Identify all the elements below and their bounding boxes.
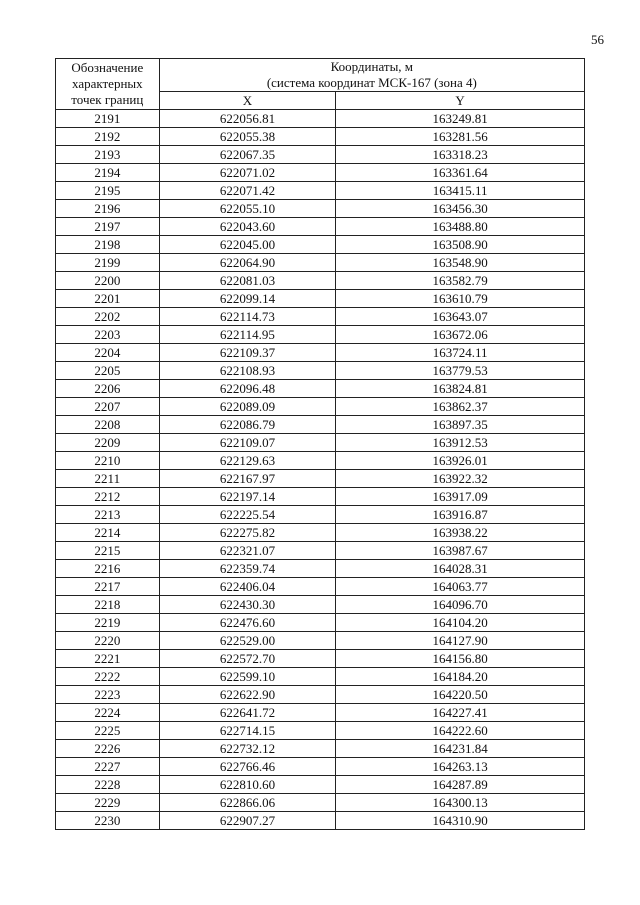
table-row (56, 650, 585, 668)
table-row (56, 470, 585, 488)
point-id-cell: 2224 (56, 704, 160, 722)
point-id-cell: 2216 (56, 560, 160, 578)
x-coordinate-cell: 622071.42 (159, 182, 336, 200)
table-row (56, 578, 585, 596)
x-coordinate-cell: 622055.38 (159, 128, 336, 146)
point-id-cell: 2195 (56, 182, 160, 200)
y-coordinate-cell: 164287.89 (336, 776, 585, 794)
x-coordinate-cell: 622114.73 (159, 308, 336, 326)
point-id-cell: 2196 (56, 200, 160, 218)
point-id-cell: 2222 (56, 668, 160, 686)
point-id-cell: 2205 (56, 362, 160, 380)
point-id-cell: 2194 (56, 164, 160, 182)
coordinates-table (55, 58, 585, 830)
table-row (56, 200, 585, 218)
y-header: Y (336, 92, 585, 110)
y-coordinate-cell: 163938.22 (336, 524, 585, 542)
point-id-header (56, 59, 160, 110)
y-coordinate-cell: 163643.07 (336, 308, 585, 326)
point-id-cell: 2230 (56, 812, 160, 830)
page-number: 56 (591, 32, 604, 47)
x-coordinate-cell: 622430.30 (159, 596, 336, 614)
x-coordinate-cell: 622529.00 (159, 632, 336, 650)
y-coordinate-cell: 163917.09 (336, 488, 585, 506)
y-coordinate-cell: 163582.79 (336, 272, 585, 290)
x-coordinate-cell: 622055.10 (159, 200, 336, 218)
x-coordinate-cell: 622622.90 (159, 686, 336, 704)
y-coordinate-cell: 164220.50 (336, 686, 585, 704)
x-coordinate-cell: 622096.48 (159, 380, 336, 398)
table-row (56, 254, 585, 272)
table-row (56, 128, 585, 146)
point-id-header-line: Обозначение (71, 60, 144, 75)
point-id-cell: 2199 (56, 254, 160, 272)
table-row (56, 506, 585, 524)
point-id-cell: 2193 (56, 146, 160, 164)
x-coordinate-cell: 622067.35 (159, 146, 336, 164)
table-row (56, 308, 585, 326)
table-row (56, 272, 585, 290)
x-coordinate-cell: 622572.70 (159, 650, 336, 668)
table-row (56, 344, 585, 362)
point-id-cell: 2202 (56, 308, 160, 326)
table-row (56, 488, 585, 506)
x-coordinate-cell: 622081.03 (159, 272, 336, 290)
y-coordinate-cell: 163922.32 (336, 470, 585, 488)
table-row (56, 380, 585, 398)
x-coordinate-cell: 622476.60 (159, 614, 336, 632)
y-coordinate-cell: 163548.90 (336, 254, 585, 272)
x-coordinate-cell: 622114.95 (159, 326, 336, 344)
y-coordinate-cell: 164263.13 (336, 758, 585, 776)
point-id-cell: 2228 (56, 776, 160, 794)
y-coordinate-cell: 164310.90 (336, 812, 585, 830)
y-coordinate-cell: 163610.79 (336, 290, 585, 308)
y-coordinate-cell: 164127.90 (336, 632, 585, 650)
x-coordinate-cell: 622359.74 (159, 560, 336, 578)
y-coordinate-cell: 164156.80 (336, 650, 585, 668)
y-coordinate-cell: 163249.81 (336, 110, 585, 128)
coordinates-title: Координаты, м (330, 59, 414, 74)
x-coordinate-cell: 622732.12 (159, 740, 336, 758)
point-id-cell: 2204 (56, 344, 160, 362)
x-coordinate-cell: 622766.46 (159, 758, 336, 776)
x-coordinate-cell: 622167.97 (159, 470, 336, 488)
y-coordinate-cell: 163724.11 (336, 344, 585, 362)
table-row (56, 794, 585, 812)
point-id-cell: 2206 (56, 380, 160, 398)
table-row (56, 560, 585, 578)
table-row (56, 416, 585, 434)
table-row (56, 686, 585, 704)
table-row (56, 740, 585, 758)
y-coordinate-cell: 163488.80 (336, 218, 585, 236)
point-id-cell: 2214 (56, 524, 160, 542)
point-id-cell: 2207 (56, 398, 160, 416)
point-id-cell: 2208 (56, 416, 160, 434)
y-coordinate-cell: 163415.11 (336, 182, 585, 200)
point-id-cell: 2212 (56, 488, 160, 506)
point-id-cell: 2219 (56, 614, 160, 632)
table-row (56, 812, 585, 830)
point-id-cell: 2227 (56, 758, 160, 776)
table-body (56, 110, 585, 830)
x-coordinate-cell: 622064.90 (159, 254, 336, 272)
y-coordinate-cell: 164184.20 (336, 668, 585, 686)
point-id-cell: 2218 (56, 596, 160, 614)
x-coordinate-cell: 622406.04 (159, 578, 336, 596)
y-coordinate-cell: 164104.20 (336, 614, 585, 632)
x-coordinate-cell: 622056.81 (159, 110, 336, 128)
table-row (56, 542, 585, 560)
x-coordinate-cell: 622810.60 (159, 776, 336, 794)
x-coordinate-cell: 622714.15 (159, 722, 336, 740)
coordinates-header (159, 59, 584, 92)
table-row (56, 776, 585, 794)
y-coordinate-cell: 163361.64 (336, 164, 585, 182)
x-coordinate-cell: 622129.63 (159, 452, 336, 470)
x-coordinate-cell: 622089.09 (159, 398, 336, 416)
table-row (56, 524, 585, 542)
point-id-cell: 2226 (56, 740, 160, 758)
y-coordinate-cell: 163779.53 (336, 362, 585, 380)
point-id-cell: 2203 (56, 326, 160, 344)
y-coordinate-cell: 164227.41 (336, 704, 585, 722)
x-coordinate-cell: 622071.02 (159, 164, 336, 182)
x-coordinate-cell: 622045.00 (159, 236, 336, 254)
table-row (56, 218, 585, 236)
x-coordinate-cell: 622099.14 (159, 290, 336, 308)
table-row (56, 326, 585, 344)
y-coordinate-cell: 163912.53 (336, 434, 585, 452)
table-row (56, 632, 585, 650)
point-id-cell: 2209 (56, 434, 160, 452)
y-coordinate-cell: 163318.23 (336, 146, 585, 164)
x-coordinate-cell: 622108.93 (159, 362, 336, 380)
x-coordinate-cell: 622599.10 (159, 668, 336, 686)
y-coordinate-cell: 163897.35 (336, 416, 585, 434)
table-row (56, 614, 585, 632)
table-row (56, 398, 585, 416)
y-coordinate-cell: 164231.84 (336, 740, 585, 758)
point-id-cell: 2229 (56, 794, 160, 812)
table-row (56, 758, 585, 776)
y-coordinate-cell: 163281.56 (336, 128, 585, 146)
point-id-cell: 2197 (56, 218, 160, 236)
table-row (56, 452, 585, 470)
y-coordinate-cell: 163862.37 (336, 398, 585, 416)
table-row (56, 434, 585, 452)
point-id-cell: 2198 (56, 236, 160, 254)
point-id-header-line: характерных (71, 76, 143, 91)
table-row (56, 668, 585, 686)
y-coordinate-cell: 163824.81 (336, 380, 585, 398)
y-coordinate-cell: 163926.01 (336, 452, 585, 470)
point-id-cell: 2192 (56, 128, 160, 146)
x-coordinate-cell: 622109.37 (159, 344, 336, 362)
x-coordinate-cell: 622321.07 (159, 542, 336, 560)
y-coordinate-cell: 164222.60 (336, 722, 585, 740)
y-coordinate-cell: 164096.70 (336, 596, 585, 614)
point-id-cell: 2213 (56, 506, 160, 524)
table-header (56, 59, 585, 110)
table-row (56, 722, 585, 740)
point-id-cell: 2191 (56, 110, 160, 128)
point-id-cell: 2215 (56, 542, 160, 560)
y-coordinate-cell: 163508.90 (336, 236, 585, 254)
x-coordinate-cell: 622197.14 (159, 488, 336, 506)
x-coordinate-cell: 622907.27 (159, 812, 336, 830)
table-row (56, 290, 585, 308)
y-coordinate-cell: 163672.06 (336, 326, 585, 344)
table-row (56, 164, 585, 182)
coordinates-subtitle: (система координат МСК-167 (зона 4) (266, 75, 477, 90)
point-id-header-line: точек границ (71, 92, 144, 107)
y-coordinate-cell: 163456.30 (336, 200, 585, 218)
y-coordinate-cell: 164028.31 (336, 560, 585, 578)
table-row (56, 362, 585, 380)
point-id-cell: 2201 (56, 290, 160, 308)
y-coordinate-cell: 163916.87 (336, 506, 585, 524)
x-coordinate-cell: 622109.07 (159, 434, 336, 452)
y-coordinate-cell: 164063.77 (336, 578, 585, 596)
table-row (56, 182, 585, 200)
x-coordinate-cell: 622275.82 (159, 524, 336, 542)
x-coordinate-cell: 622225.54 (159, 506, 336, 524)
point-id-cell: 2211 (56, 470, 160, 488)
point-id-cell: 2217 (56, 578, 160, 596)
x-coordinate-cell: 622866.06 (159, 794, 336, 812)
x-header: X (159, 92, 336, 110)
x-coordinate-cell: 622086.79 (159, 416, 336, 434)
point-id-cell: 2220 (56, 632, 160, 650)
table-row (56, 236, 585, 254)
table-row (56, 596, 585, 614)
table-row (56, 704, 585, 722)
y-coordinate-cell: 163987.67 (336, 542, 585, 560)
point-id-cell: 2210 (56, 452, 160, 470)
y-coordinate-cell: 164300.13 (336, 794, 585, 812)
x-coordinate-cell: 622043.60 (159, 218, 336, 236)
point-id-cell: 2221 (56, 650, 160, 668)
table-row (56, 146, 585, 164)
x-coordinate-cell: 622641.72 (159, 704, 336, 722)
table-row (56, 110, 585, 128)
point-id-cell: 2200 (56, 272, 160, 290)
point-id-cell: 2225 (56, 722, 160, 740)
point-id-cell: 2223 (56, 686, 160, 704)
